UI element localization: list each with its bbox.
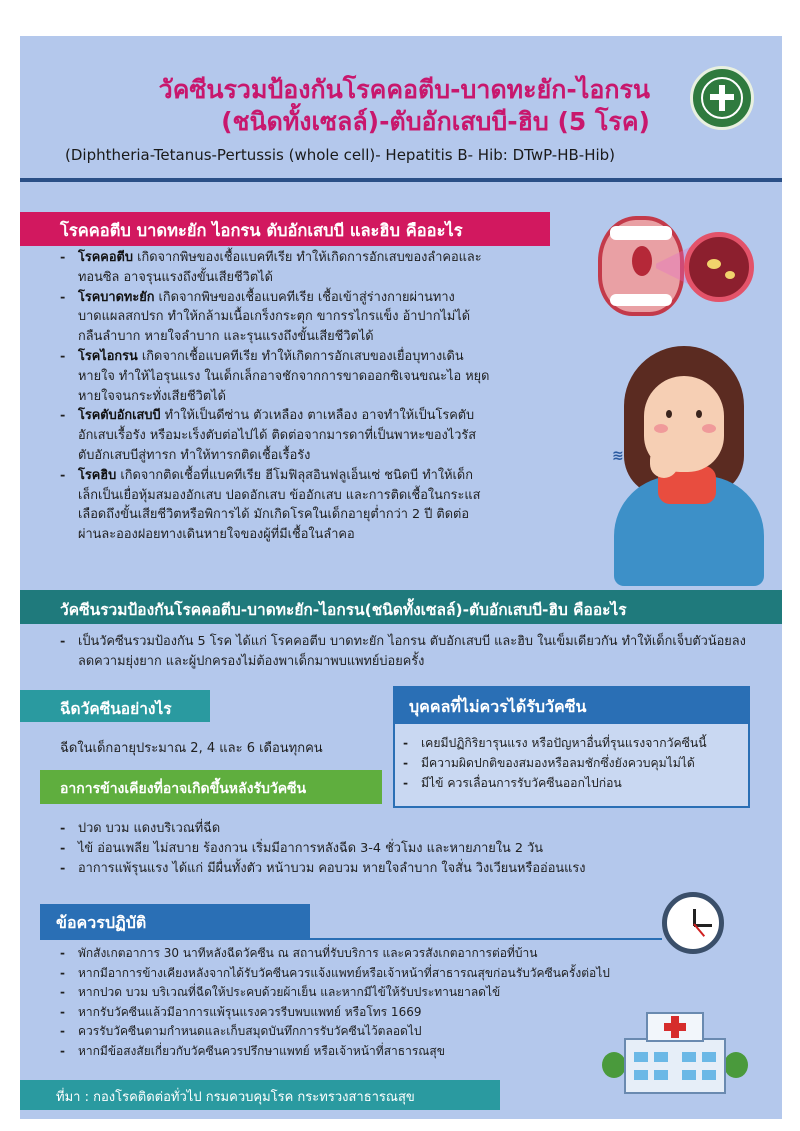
not-recommended-list bbox=[403, 734, 748, 793]
list-item: - หากมีอาการข้างเคียงหลังจากได้รับวัคซีนควรแจ้งแพทย์หรือเจ้าหน้าที่สาธารณสุขก่อนรับวัคซีนครั้งต่อไป bbox=[60, 964, 710, 984]
disease-list bbox=[60, 248, 490, 545]
not-recommended-heading: บุคคลที่ไม่ควรได้รับวัคซีน bbox=[393, 686, 750, 724]
list-item: - ควรรับวัคซีนตามกำหนดและเก็บสมุดบันทึกการรับวัคซีนไว้ตลอดไป bbox=[60, 1022, 710, 1042]
page-title-line1: วัคซีนรวมป้องกันโรคคอตีบ-บาดทะยัก-ไอกรน bbox=[158, 75, 650, 104]
list-item: - ไข้ อ่อนเพลีย ไม่สบาย ร้องกวน เริ่มมีอาการหลังฉีด 3-4 ชั่วโมง และหายภายใน 2 วัน bbox=[60, 839, 760, 859]
not-recommended-box bbox=[393, 686, 750, 808]
list-item: - มีไข้ ควรเลื่อนการรับวัคซีนออกไปก่อน bbox=[403, 774, 748, 794]
list-item: - อาการแพ้รุนแรง ได้แก่ มีผื่นทั้งตัว หน้าบวม คอบวม หายใจลำบาก ใจสั่น วิงเวียนหรืออ่อนแรง bbox=[60, 859, 760, 879]
list-item: - หากปวด บวม บริเวณที่ฉีดให้ประคบด้วยผ้าเย็น และหากมีไข้ให้รับประทานยาลดไข้ bbox=[60, 983, 710, 1003]
list-item: - พักสังเกตอาการ 30 นาทีหลังฉีดวัคซีน ณ สถานที่รับบริการ และควรสังเกตอาการต่อที่บ้าน bbox=[60, 944, 710, 964]
how-heading: ฉีดวัคซีนอย่างไร bbox=[20, 690, 210, 722]
poster bbox=[20, 36, 782, 1119]
throat-zoom-icon bbox=[684, 232, 754, 302]
list-item: - มีความผิดปกติของสมองหรือลมชักซึ่งยังควบคุมไม่ได้ bbox=[403, 754, 748, 774]
cough-lines-icon: ≋ bbox=[612, 448, 624, 464]
header-divider bbox=[20, 178, 782, 182]
side-effects-list bbox=[60, 819, 760, 878]
list-item: - โรคคอตีบ เกิดจากพิษของเชื้อแบคทีเรีย ทำให้เกิดการอักเสบของลำคอและทอนซิล อาจรุนแรงถึงขั้นเสียชีวิตได้ bbox=[60, 248, 490, 288]
side-effects-heading: อาการข้างเคียงที่อาจเกิดขึ้นหลังรับวัคซีน bbox=[40, 770, 382, 804]
vaccine-description bbox=[60, 632, 760, 672]
list-item: - โรคไอกรน เกิดจากเชื้อแบคทีเรีย ทำให้เกิดการอักเสบของเยื่อบุทางเดินหายใจ ทำให้ไอรุนแรง ในเด็กเล็กอาจชักจากการขาดออกซิเจนขณะไอ หยุดหายใจจนกระทั่งเสียชีวิตได้ bbox=[60, 347, 490, 406]
list-item: - เป็นวัคซีนรวมป้องกัน 5 โรค ได้แก่ โรคคอตีบ บาดทะยัก ไอกรน ตับอักเสบบี และฮิบ ในเข็มเดียวกัน ทำให้เด็กเจ็บตัวน้อยลง ลดความยุ่งยาก และผู้ปกครองไม่ต้องพาเด็กมาพบแพทย์บ่อยครั้ง bbox=[60, 632, 760, 672]
practice-heading: ข้อควรปฏิบัติ bbox=[40, 904, 310, 938]
list-item: - โรคฮิบ เกิดจากติดเชื้อที่แบคทีเรีย ฮีโมฟิลุสอินฟลูเอ็นเซ่ ชนิดบี ทำให้เด็กเล็กเป็นเยื่อหุ้มสมองอักเสบ ปอดอักเสบ ข้ออักเสบ และการติดเชื้อในกระแสเลือดถึงขั้นเสียชีวิตหรือพิการได้ มักเกิดโรคในเด็กอายุต่ำกว่า 2 ปี ติดต่อผ่านละอองฝอยทางเดินหายใจของผู้ที่มีเชื้อในลำคอ bbox=[60, 466, 490, 545]
list-item: - หากมีข้อสงสัยเกี่ยวกับวัคซีนควรปรึกษาแพทย์ หรือเจ้าหน้าที่สาธารณสุข bbox=[60, 1042, 710, 1062]
page-title-line2: (ชนิดทั้งเซลล์)-ตับอักเสบบี-ฮิบ (5 โรค) bbox=[221, 107, 650, 136]
list-item: - โรคบาดทะยัก เกิดจากพิษของเชื้อแบคทีเรีย เชื้อเข้าสู่ร่างกายผ่านทางบาดแผลสกปรก ทำให้กล้ามเนื้อเกร็งกระตุก ขากรรไกรแข็ง อ้าปากไม่ได้ กลืนลำบาก หายใจลำบาก และรุนแรงถึงขั้นเสียชีวิตได้ bbox=[60, 288, 490, 347]
vaccine-heading: วัคซีนรวมป้องกันโรคคอตีบ-บาดทะยัก-ไอกรน(ชนิดทั้งเซลล์)-ตับอักเสบบี-ฮิบ คืออะไร bbox=[20, 590, 782, 624]
hospital-icon bbox=[602, 1012, 748, 1094]
coughing-girl-illustration bbox=[606, 346, 776, 576]
page-subtitle: (Diphtheria-Tetanus-Pertussis (whole cell)- Hepatitis B- Hib: DTwP-HB-Hib) bbox=[65, 146, 616, 164]
list-item: - เคยมีปฏิกิริยารุนแรง หรือปัญหาอื่นที่รุนแรงจากวัคซีนนี้ bbox=[403, 734, 748, 754]
list-item: - โรคตับอักเสบบี ทำให้เป็นดีซ่าน ตัวเหลือง ตาเหลือง อาจทำให้เป็นโรคตับอักเสบเรื้อรัง หรือมะเร็งตับต่อไปได้ ติดต่อจากมารดาที่เป็นพาหะของไวรัสตับอักเสบบีสู่ทารก ทำให้ทารกติดเชื้อเรื้อรัง bbox=[60, 406, 490, 465]
list-item: - ปวด บวม แดงบริเวณที่ฉีด bbox=[60, 819, 760, 839]
diseases-heading: โรคคอตีบ บาดทะยัก ไอกรน ตับอักเสบบี และฮิบ คืออะไร bbox=[20, 212, 550, 246]
ministry-seal-icon bbox=[690, 66, 754, 130]
source-footer: ที่มา : กองโรคติดต่อทั่วไป กรมควบคุมโรค กระทรวงสาธารณสุข bbox=[20, 1080, 500, 1110]
practice-divider bbox=[40, 938, 662, 940]
list-item: - หากรับวัคซีนแล้วมีอาการแพ้รุนแรงควรรีบพบแพทย์ หรือโทร 1669 bbox=[60, 1003, 710, 1023]
how-text: ฉีดในเด็กอายุประมาณ 2, 4 และ 6 เดือนทุกคน bbox=[60, 741, 323, 756]
